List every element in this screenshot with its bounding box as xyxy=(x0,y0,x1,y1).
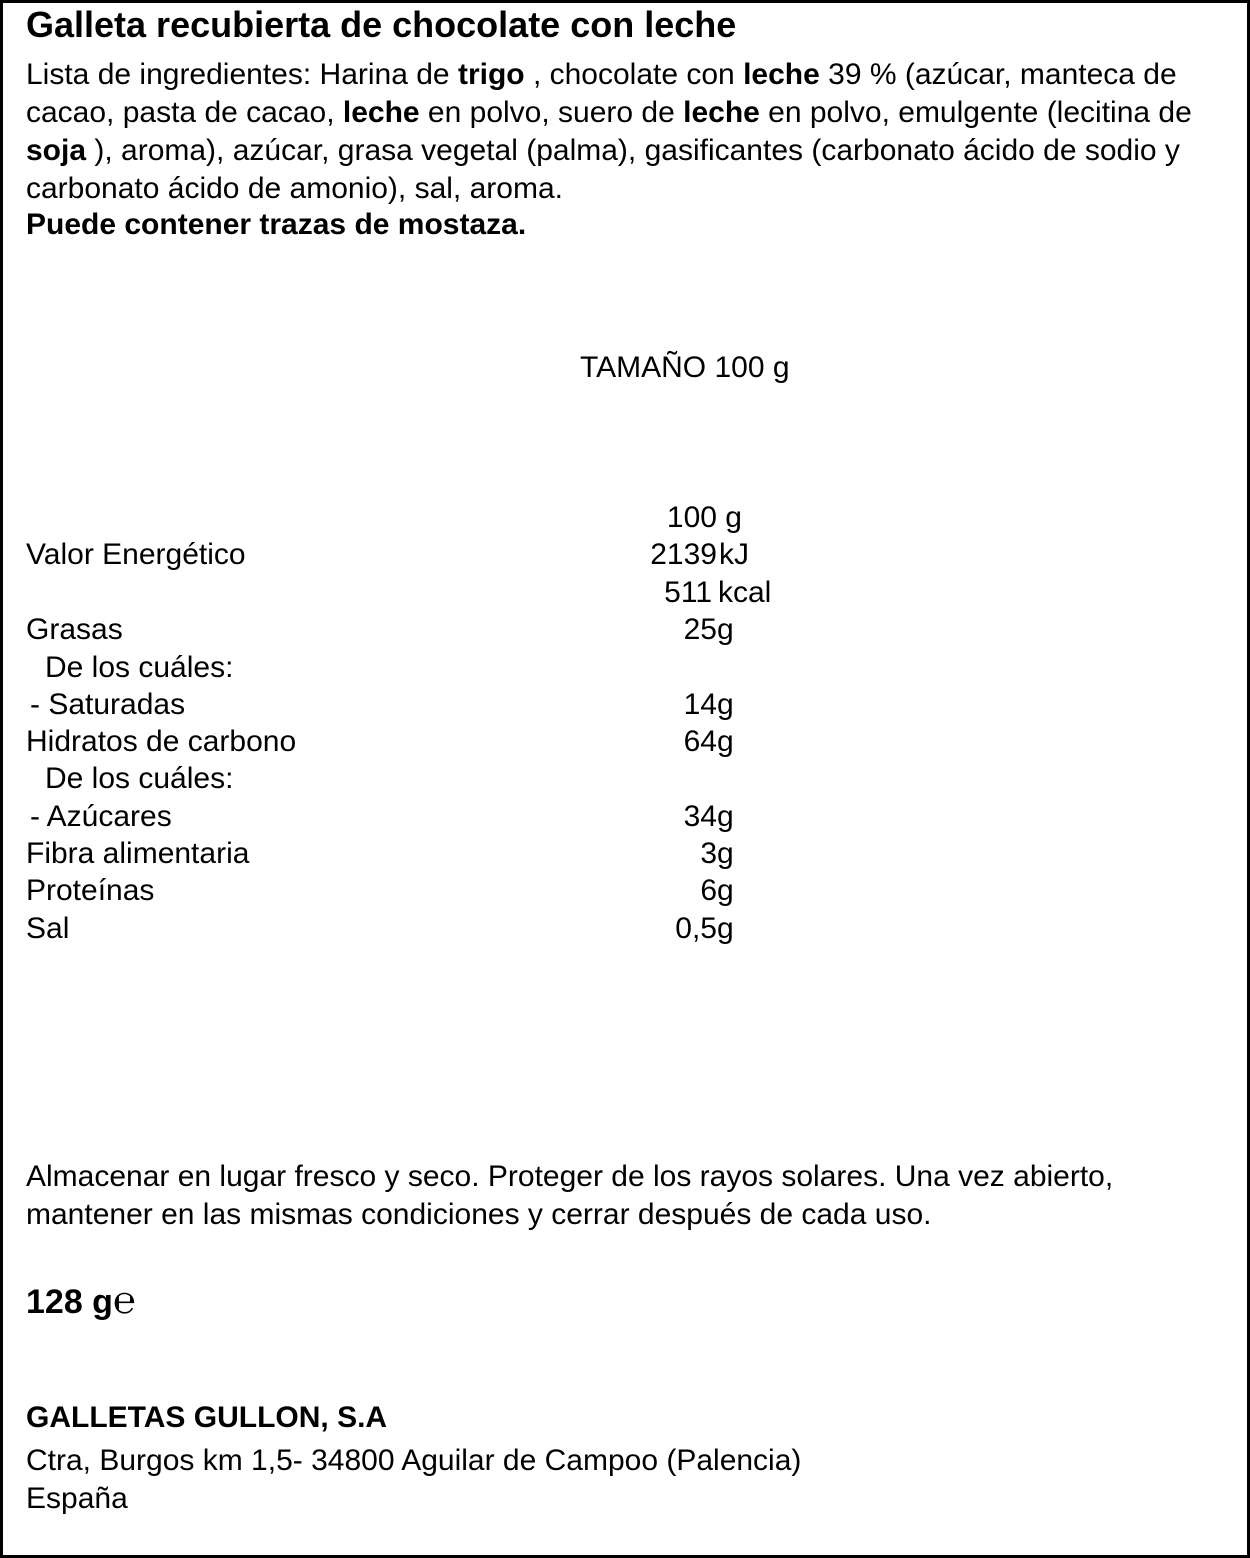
manufacturer-country: España xyxy=(26,1482,128,1515)
fiber-unit: g xyxy=(717,837,734,870)
energy-kj-value: 2139 xyxy=(650,538,717,571)
allergen-note: Puede contener trazas de mostaza. xyxy=(26,208,527,241)
sugars-value: 34 xyxy=(683,800,717,833)
ingredients-text: ), aroma), azúcar, grasa vegetal (palma), gasificantes (carbonato ácido de sodio y carbonato ácido de amonio), sal, aroma. xyxy=(26,134,1180,205)
salt-unit: g xyxy=(717,912,734,945)
salt-label: Sal xyxy=(26,912,70,945)
protein-unit: g xyxy=(717,874,734,907)
protein-value: 6 xyxy=(700,874,717,907)
allergen-highlight: soja xyxy=(26,134,87,167)
product-title: Galleta recubierta de chocolate con leche xyxy=(26,4,737,45)
fat-value: 25 xyxy=(683,613,717,646)
allergen-highlight: leche xyxy=(342,96,420,129)
sugars-unit: g xyxy=(717,800,734,833)
storage-line: mantener en las mismas condiciones y cerrar después de cada uso. xyxy=(26,1198,932,1231)
serving-size: TAMAÑO 100 g xyxy=(580,351,790,384)
ingredients-text: en polvo, emulgente (lecitina de xyxy=(759,96,1192,129)
saturated-label: - Saturadas xyxy=(30,688,186,721)
ingredients-text: , chocolate con xyxy=(524,58,744,91)
fat-unit: g xyxy=(717,613,734,646)
ingredients-text: en polvo, suero de xyxy=(419,96,684,129)
manufacturer-address: Ctra, Burgos km 1,5- 34800 Aguilar de Campoo (Palencia) xyxy=(26,1444,802,1477)
fat-sub-label: De los cuáles: xyxy=(45,651,234,684)
salt-value: 0,5 xyxy=(675,912,717,945)
allergen-highlight: leche xyxy=(743,58,820,91)
energy-kcal-unit: kcal xyxy=(718,576,772,609)
fiber-label: Fibra alimentaria xyxy=(26,837,250,870)
saturated-value: 14 xyxy=(683,688,717,721)
saturated-unit: g xyxy=(717,688,734,721)
nutrition-column-header: 100 g xyxy=(666,501,742,534)
manufacturer-name: GALLETAS GULLON, S.A xyxy=(26,1401,388,1434)
storage-line: Almacenar en lugar fresco y seco. Proteger de los rayos solares. Una vez abierto, xyxy=(26,1160,1114,1193)
net-weight-value: 128 g xyxy=(26,1283,113,1321)
net-weight xyxy=(26,1280,136,1322)
energy-label: Valor Energético xyxy=(26,538,246,571)
allergen-highlight: trigo xyxy=(457,58,525,91)
ingredients-list xyxy=(26,56,1226,208)
energy-kj-unit: kJ xyxy=(719,538,749,571)
allergen-highlight: leche xyxy=(683,96,760,129)
energy-kcal-value: 511 xyxy=(664,576,712,609)
carbs-sub-label: De los cuáles: xyxy=(45,762,234,795)
storage-instructions xyxy=(26,1158,1113,1234)
fiber-value: 3 xyxy=(700,837,717,870)
carbs-label: Hidratos de carbono xyxy=(26,725,297,758)
protein-label: Proteínas xyxy=(26,874,155,907)
carbs-value: 64 xyxy=(683,725,717,758)
sugars-label: - Azúcares xyxy=(30,800,172,833)
ingredients-text: Lista de ingredientes: Harina de xyxy=(26,58,458,91)
fat-label: Grasas xyxy=(26,613,123,646)
estimated-sign-icon: ℮ xyxy=(112,1278,136,1322)
carbs-unit: g xyxy=(717,725,734,758)
ingredients-text: 39 % (azúcar, manteca de cacao, pasta de cacao, xyxy=(26,58,1177,129)
